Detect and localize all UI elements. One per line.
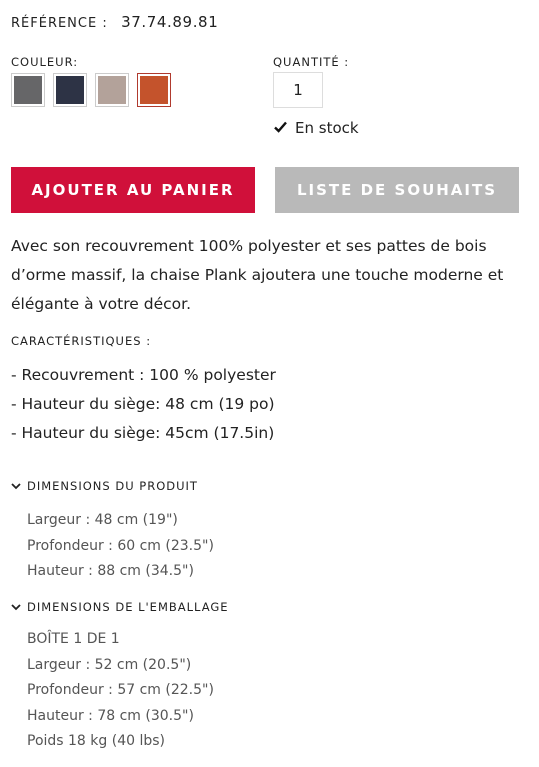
color-swatch-gray[interactable] <box>11 73 45 107</box>
characteristics-title: CARACTÉRISTIQUES : <box>11 334 152 348</box>
package-item: Largeur : 52 cm (20.5") <box>27 656 192 673</box>
quantity-input[interactable]: 1 <box>273 72 323 108</box>
color-label: COULEUR: <box>11 55 79 69</box>
product-dimensions-list <box>27 508 214 585</box>
swatch-fill <box>98 76 126 104</box>
dimension-item: Profondeur : 60 cm (23.5") <box>27 537 214 554</box>
swatch-fill <box>140 76 168 104</box>
package-dimensions-list <box>27 627 214 755</box>
package-item: Hauteur : 78 cm (30.5") <box>27 707 194 724</box>
product-dimensions-title: DIMENSIONS DU PRODUIT <box>27 479 198 493</box>
characteristic-item: - Recouvrement : 100 % polyester <box>11 366 276 384</box>
swatch-fill <box>14 76 42 104</box>
product-dimensions-toggle[interactable] <box>11 479 198 493</box>
color-swatch-navy[interactable] <box>53 73 87 107</box>
reference-value: 37.74.89.81 <box>121 13 219 31</box>
check-icon <box>274 119 287 137</box>
chevron-down-icon <box>11 481 21 491</box>
characteristics-list <box>11 361 276 448</box>
package-item: Poids 18 kg (40 lbs) <box>27 733 165 749</box>
dimension-item: Hauteur : 88 cm (34.5") <box>27 563 194 579</box>
reference <box>11 13 218 31</box>
characteristic-item: - Hauteur du siège: 45cm (17.5in) <box>11 424 275 442</box>
product-description: Avec son recouvrement 100% polyester et ses pattes de bois d’orme massif, la chaise Plank ajoutera une touche moderne et élégante à votre décor. <box>11 237 504 313</box>
characteristic-item: - Hauteur du siège: 48 cm (19 po) <box>11 395 275 413</box>
package-item: Profondeur : 57 cm (22.5") <box>27 682 214 698</box>
chevron-down-icon <box>11 602 21 612</box>
color-swatch-taupe[interactable] <box>95 73 129 107</box>
stock-label: En stock <box>295 119 359 137</box>
dimension-item: Largeur : 48 cm (19") <box>27 512 178 528</box>
package-item: BOÎTE 1 DE 1 <box>27 631 120 647</box>
wishlist-button[interactable]: LISTE DE SOUHAITS <box>275 167 519 213</box>
quantity-label: QUANTITÉ : <box>273 55 350 69</box>
package-dimensions-title: DIMENSIONS DE L'EMBALLAGE <box>27 600 229 614</box>
color-swatch-orange[interactable] <box>137 73 171 107</box>
add-to-cart-button[interactable]: AJOUTER AU PANIER <box>11 167 255 213</box>
stock-status <box>274 119 359 137</box>
swatch-fill <box>56 76 84 104</box>
color-swatches <box>11 73 171 107</box>
package-dimensions-toggle[interactable] <box>11 600 229 614</box>
reference-label: RÉFÉRENCE : <box>11 16 108 31</box>
